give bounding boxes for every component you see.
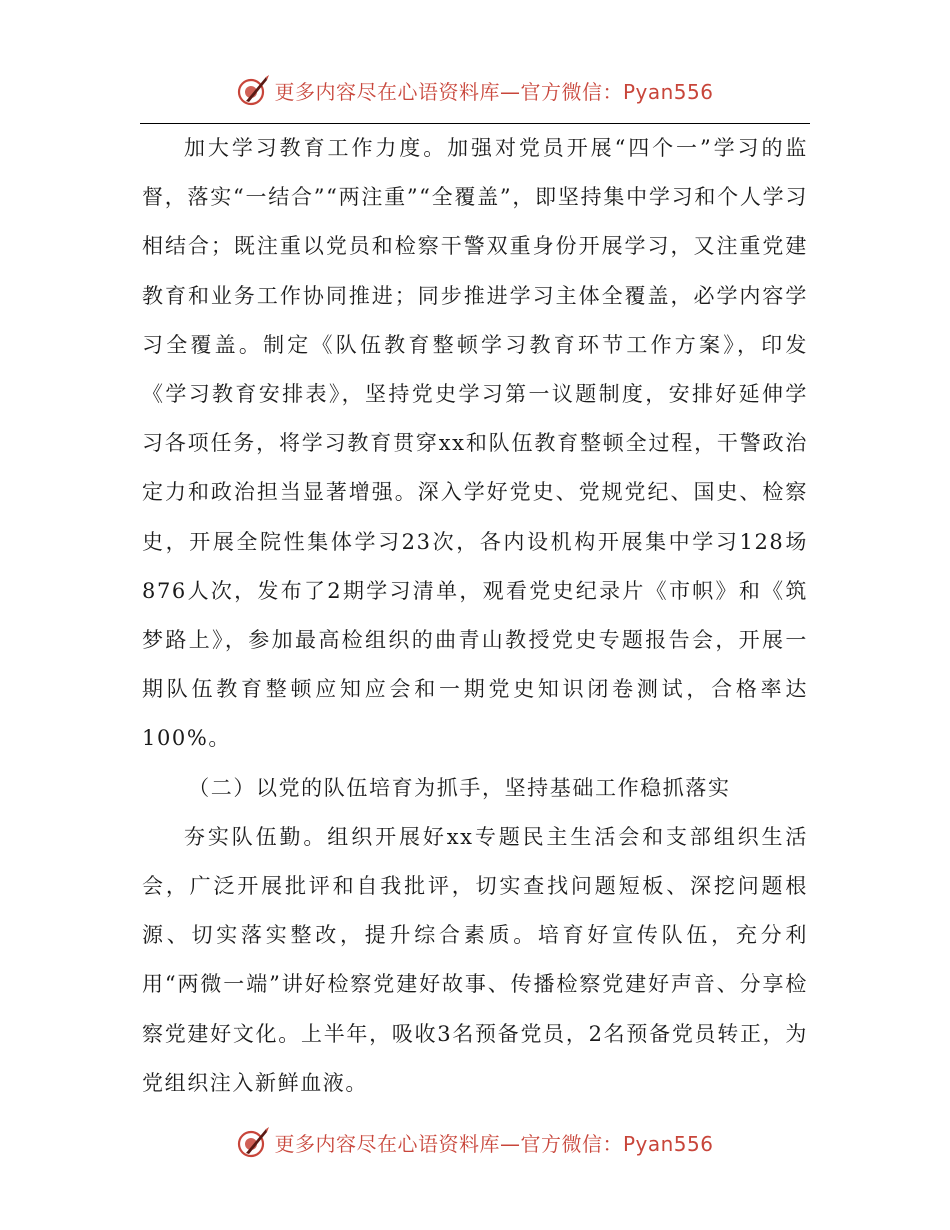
- paragraph-team-building: 夯实队伍勤。组织开展好xx专题民主生活会和支部组织生活会，广泛开展批评和自我批评，切实查找问题短板、深挖问题根源、切实落实整改，提升综合素质。培育好宣传队伍，充分利用“两微一端”讲好检察党建好故事、传播检察党建好声音、分享检察党建好文化。上半年，吸收3名预备党员，2名预备党员转正，为党组织注入新鲜血液。: [142, 824, 808, 1095]
- document-body: [142, 124, 808, 1108]
- header-banner: [0, 70, 950, 110]
- quill-pen-logo-icon: [236, 73, 270, 107]
- section-heading-2: （二）以党的队伍培育为抓手，坚持基础工作稳抓落实: [188, 775, 731, 800]
- quill-pen-logo-icon: [236, 1125, 270, 1159]
- footer-banner-text: 更多内容尽在心语资料库—官方微信：Pyan556: [274, 1131, 714, 1156]
- paragraph-study-education: 加大学习教育工作力度。加强对党员开展“四个一”学习的监督，落实“一结合”“两注重”“全覆盖”，即坚持集中学习和个人学习相结合；既注重以党员和检察干警双重身份开展学习，又注重党建教育和业务工作协同推进；同步推进学习主体全覆盖，必学内容学习全覆盖。制定《队伍教育整顿学习教育环节工作方案》，印发《学习教育安排表》，坚持党史学习第一议题制度，安排好延伸学习各项任务，将学习教育贯穿xx和队伍教育整顿全过程，干警政治定力和政治担当显著增强。深入学好党史、党规党纪、国史、检察史，开展全院性集体学习23次，各内设机构开展集中学习128场876人次，发布了2期学习清单，观看党史纪录片《市帜》和《筑梦路上》，参加最高检组织的曲青山教授党史专题报告会，开展一期队伍教育整顿应知应会和一期党史知识闭卷测试，合格率达100%。: [142, 136, 808, 751]
- footer-banner: [0, 1122, 950, 1162]
- header-banner-text: 更多内容尽在心语资料库—官方微信：Pyan556: [274, 79, 714, 104]
